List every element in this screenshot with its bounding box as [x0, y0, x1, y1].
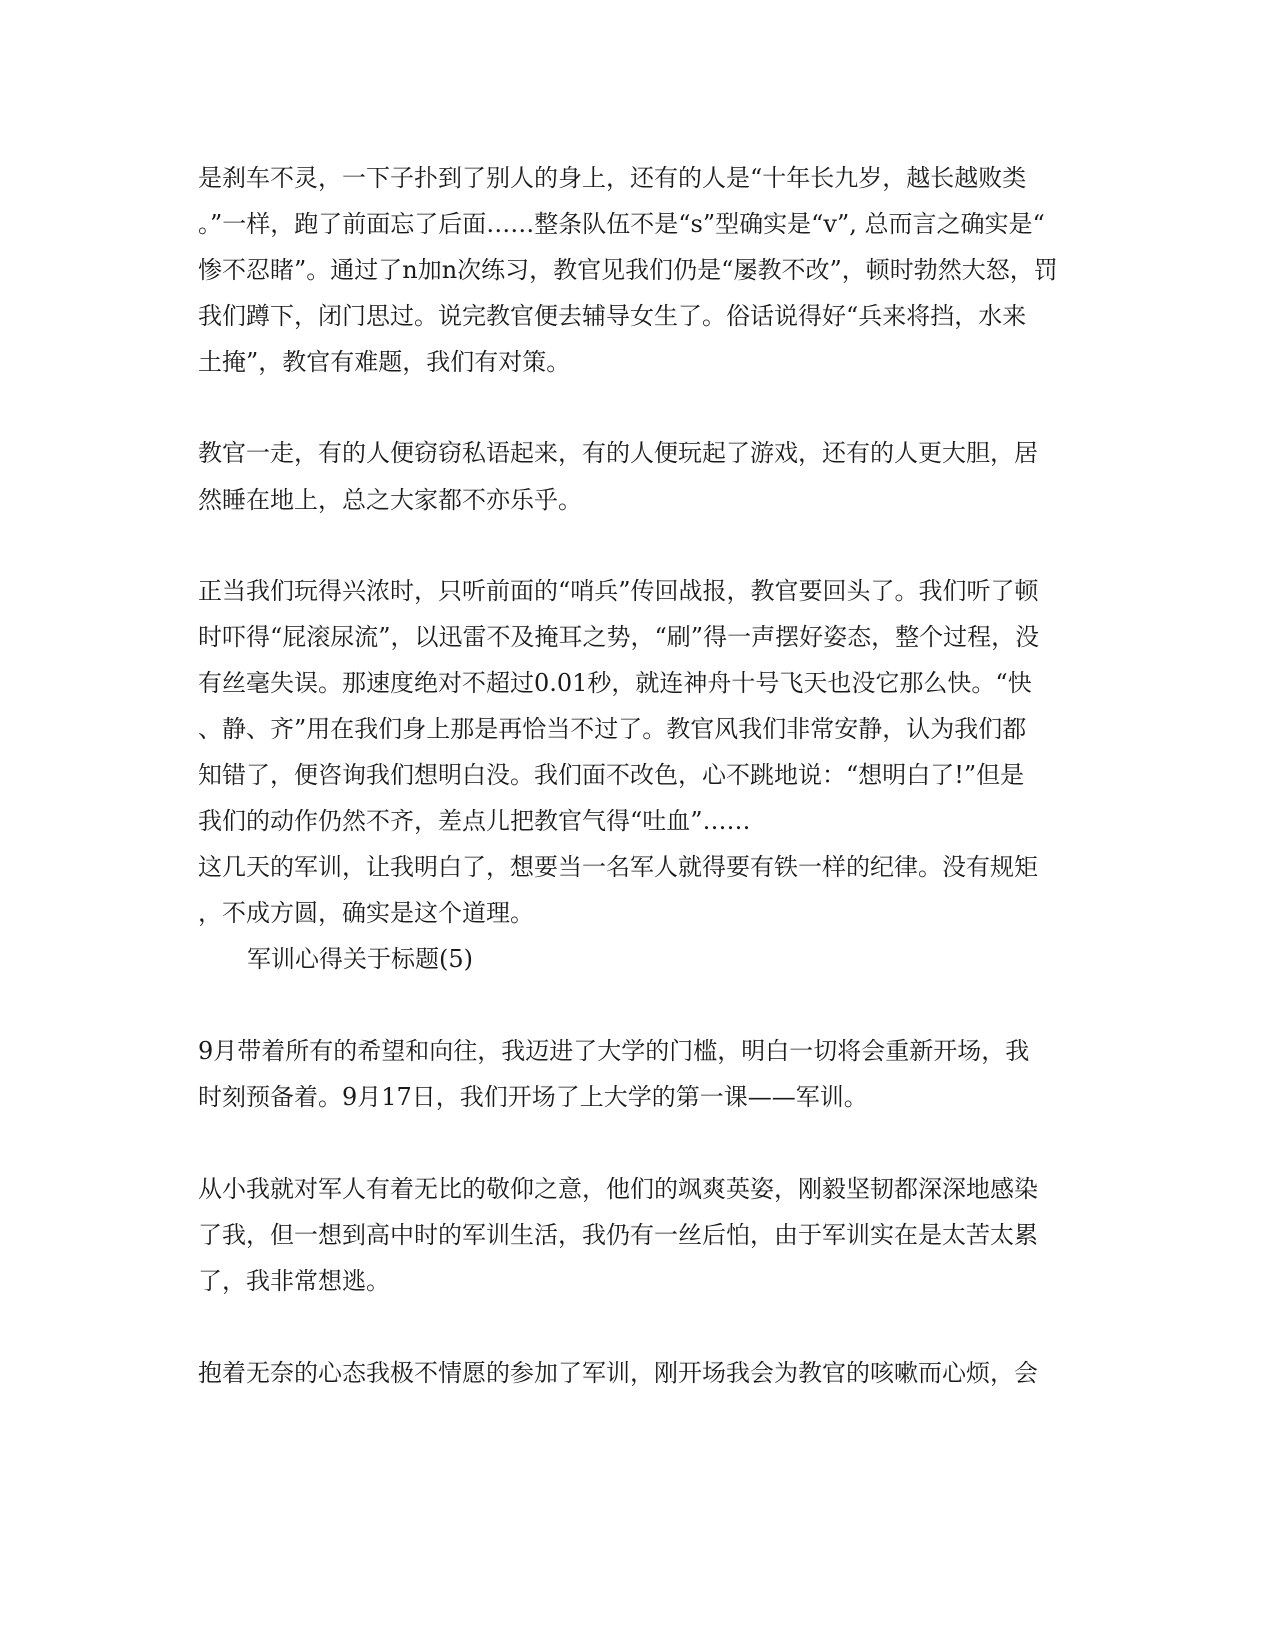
- text-line: 我们的动作仍然不齐，差点儿把教官气得“吐血”……: [198, 807, 751, 835]
- text-line: 、静、齐”用在我们身上那是再恰当不过了。教官风我们非常安静，认为我们都: [198, 715, 1027, 743]
- text-line: 是刹车不灵，一下子扑到了别人的身上，还有的人是“十年长九岁，越长越败类: [198, 164, 1027, 192]
- text-line: 正当我们玩得兴浓时，只听前面的“哨兵”传回战报，教官要回头了。我们听了顿: [198, 577, 1039, 605]
- text-line: 时刻预备着。9月17日，我们开场了上大学的第一课——军训。: [198, 1083, 868, 1111]
- text-line: 9月带着所有的希望和向往，我迈进了大学的门槛，明白一切将会重新开场，我: [198, 1037, 1030, 1065]
- text-line: 这几天的军训，让我明白了，想要当一名军人就得要有铁一样的纪律。没有规矩: [198, 853, 1038, 881]
- section-heading: 军训心得关于标题(5): [247, 945, 473, 973]
- text-line: 惨不忍睹”。通过了n加n次练习，教官见我们仍是“屡教不改”，顿时勃然大怒，罚: [198, 256, 1058, 284]
- text-line: 了，我非常想逃。: [198, 1267, 390, 1295]
- text-line: 教官一走，有的人便窃窃私语起来，有的人便玩起了游戏，还有的人更大胆，居: [198, 439, 1038, 467]
- text-line: 从小我就对军人有着无比的敬仰之意，他们的飒爽英姿，刚毅坚韧都深深地感染: [198, 1175, 1038, 1203]
- text-line: 。”一样，跑了前面忘了后面……整条队伍不是“s”型确实是“v”, 总而言之确实是“: [198, 210, 1045, 238]
- text-line: 了我，但一想到高中时的军训生活，我仍有一丝后怕，由于军训实在是太苦太累: [198, 1221, 1038, 1249]
- text-line: 土掩”，教官有难题，我们有对策。: [198, 348, 571, 376]
- text-line: 有丝毫失误。那速度绝对不超过0.01秒，就连神舟十号飞天也没它那么快。“快: [198, 669, 1032, 697]
- text-line: 抱着无奈的心态我极不情愿的参加了军训，刚开场我会为教官的咳嗽而心烦，会: [198, 1359, 1038, 1387]
- text-line: 然睡在地上，总之大家都不亦乐乎。: [198, 486, 582, 514]
- text-line: ，不成方圆，确实是这个道理。: [198, 899, 534, 927]
- text-line: 知错了，便咨询我们想明白没。我们面不改色，心不跳地说：“想明白了!”但是: [198, 761, 1025, 789]
- text-line: 时吓得“屁滚尿流”，以迅雷不及掩耳之势，“刷”得一声摆好姿态，整个过程，没: [198, 623, 1040, 651]
- text-line: 我们蹲下，闭门思过。说完教官便去辅导女生了。俗话说得好“兵来将挡，水来: [198, 302, 1027, 330]
